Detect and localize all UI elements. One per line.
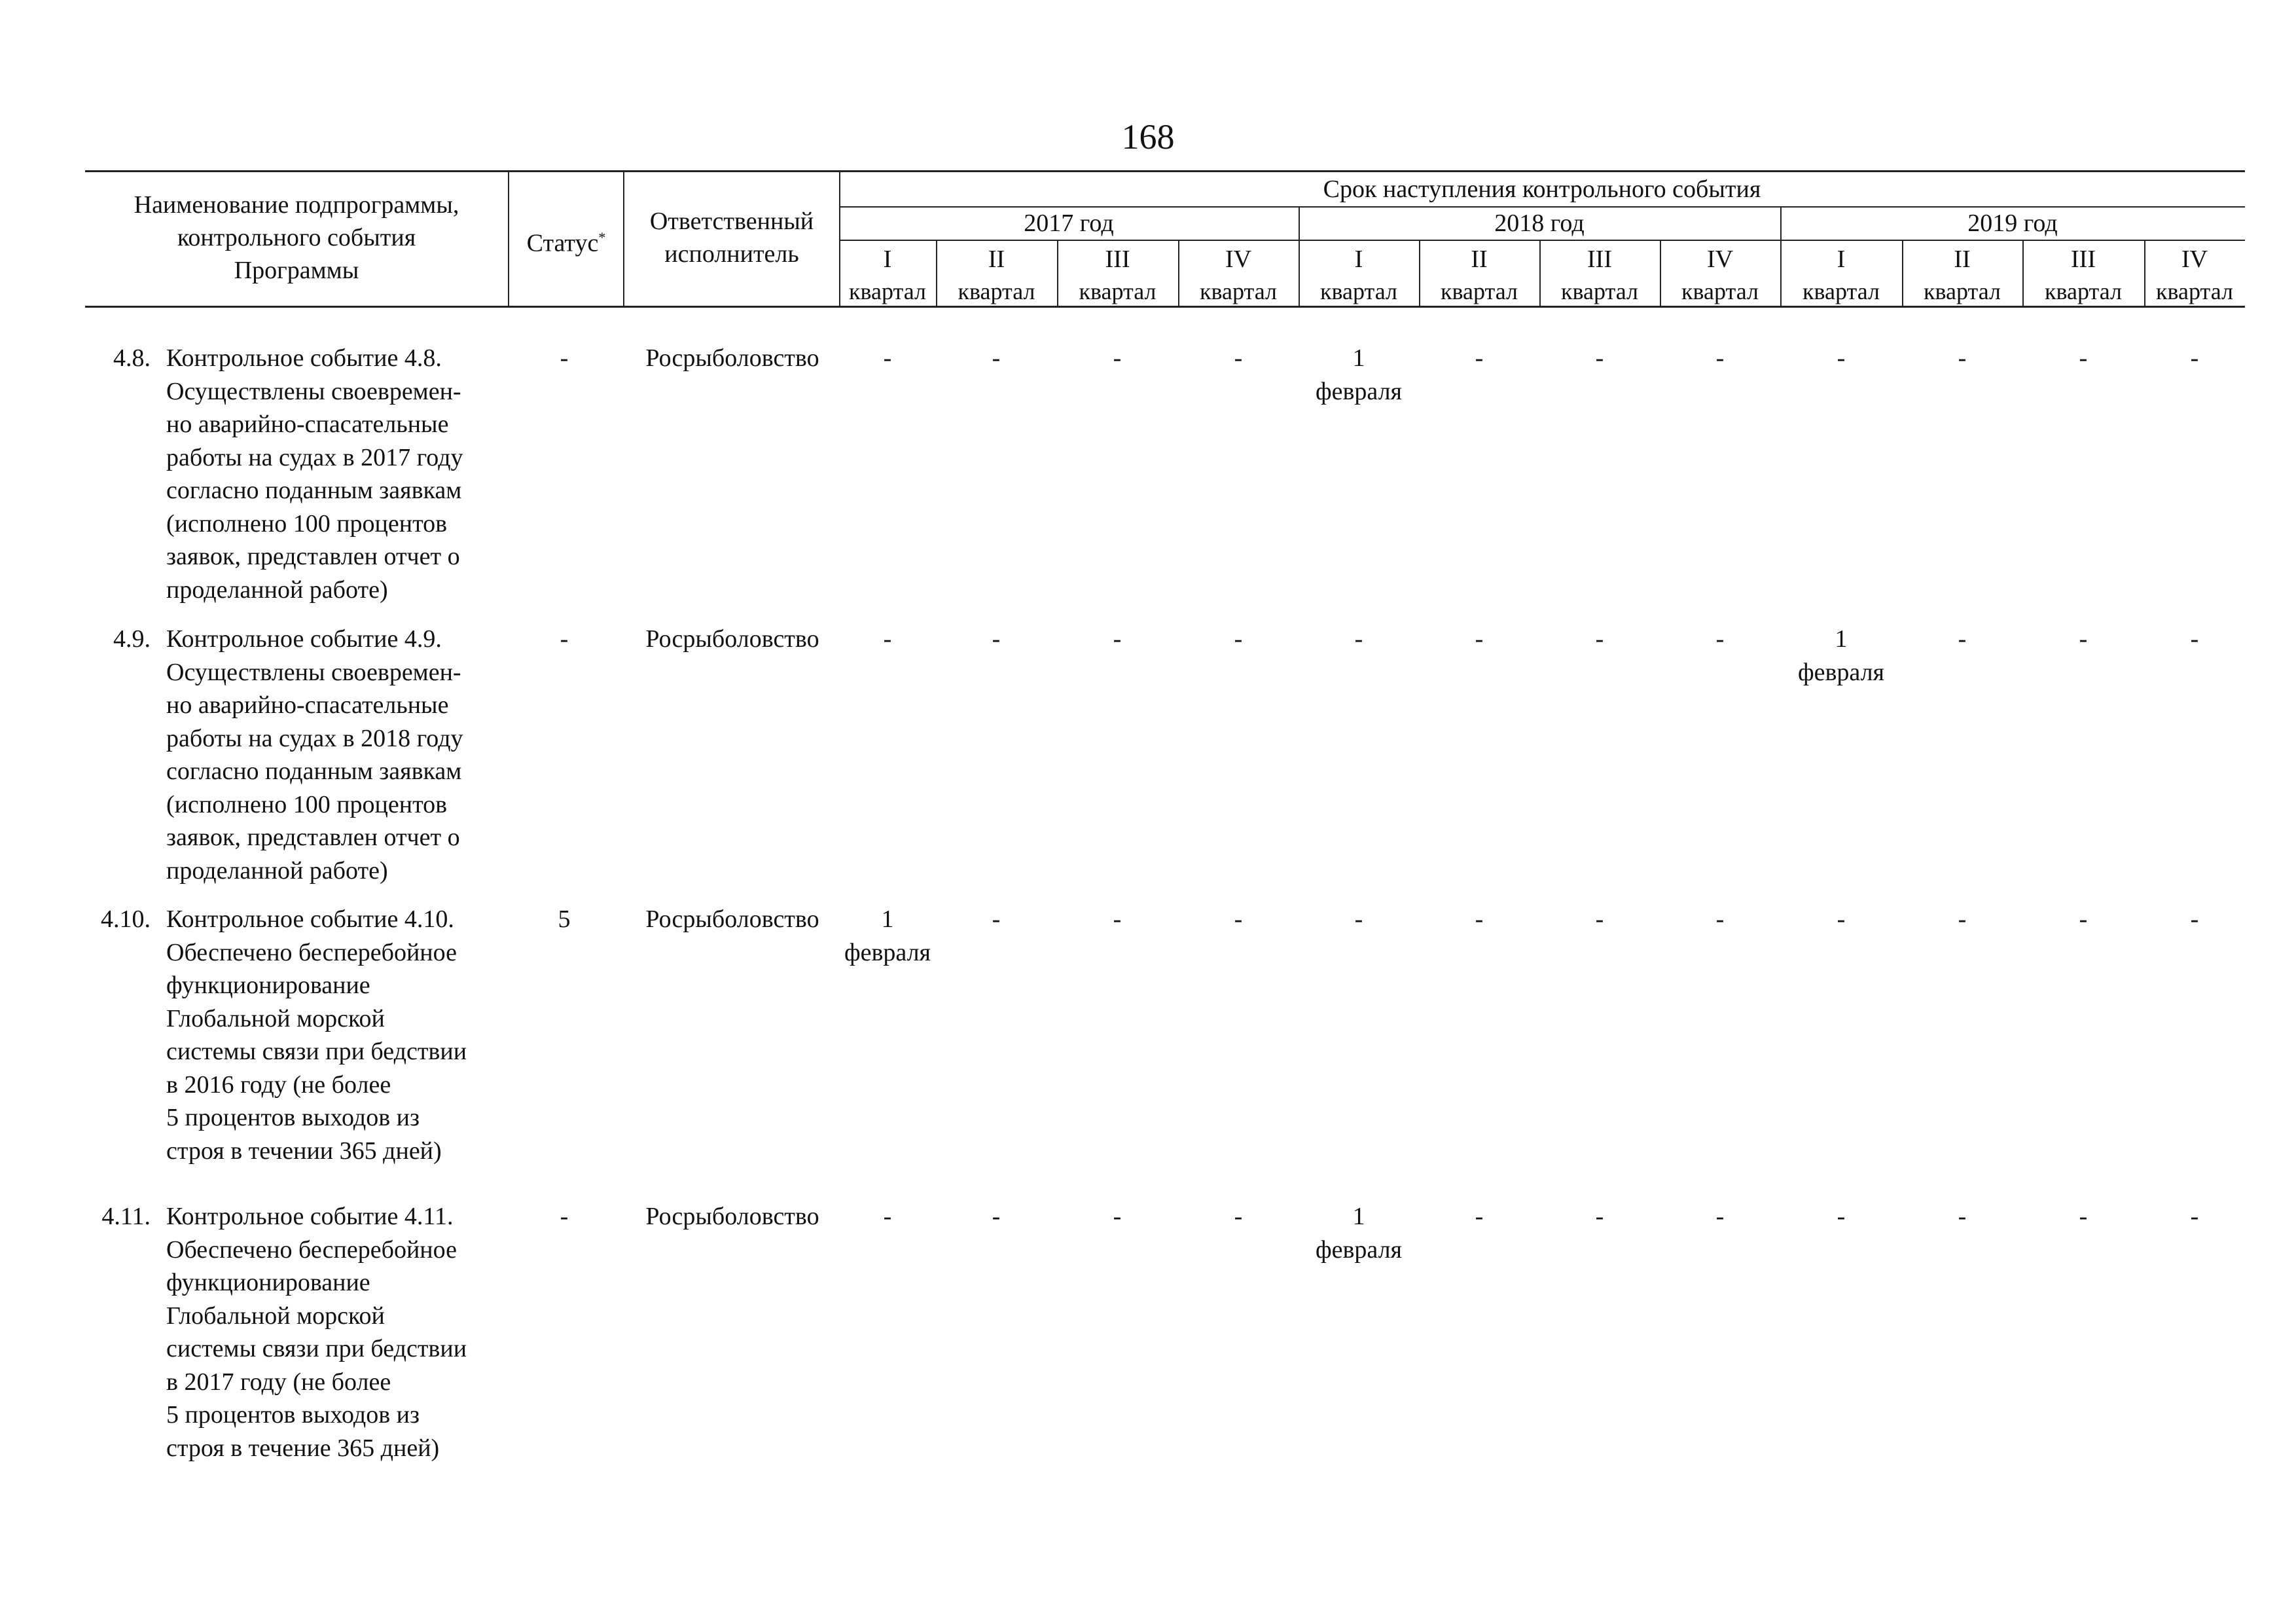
- quarter-cell: -: [1234, 905, 1243, 933]
- quarter-label: квартал: [1924, 278, 2001, 304]
- quarter-cell: -: [2190, 625, 2199, 653]
- event-description: Контрольное событие 4.9. Осуществлены своевремен- но аварийно-спасательные работы на судах в 2018 году согласно поданным заявкам (исполнено 100 процентов заявок, представлен отчет о проделанной работе): [166, 625, 463, 884]
- quarter-numeral: III: [2071, 246, 2096, 273]
- status-column-header: [509, 221, 623, 260]
- quarter-cell: -: [992, 905, 1001, 933]
- quarter-label: квартал: [2045, 278, 2122, 304]
- quarter-numeral: I: [1837, 246, 1846, 273]
- quarter-cell: -: [1234, 1203, 1243, 1230]
- quarter-cell: -: [1595, 905, 1604, 933]
- quarter-cell: -: [2079, 905, 2088, 933]
- quarter-cell: -: [883, 1203, 892, 1230]
- row-number: 4.9.: [113, 625, 151, 653]
- row-number: 4.10.: [101, 905, 151, 933]
- quarter-numeral: II: [1954, 246, 1971, 273]
- quarter-cell: -: [1113, 344, 1122, 372]
- quarter-numeral: IV: [2181, 246, 2208, 273]
- quarter-cell: -: [1958, 344, 1967, 372]
- executor-value: Росрыболовство: [645, 344, 819, 372]
- executor-column-header-line: исполнитель: [664, 240, 799, 268]
- quarter-numeral: III: [1105, 246, 1130, 273]
- quarter-numeral: IV: [1706, 246, 1734, 273]
- quarter-cell: -: [883, 625, 892, 653]
- quarter-cell: -: [1837, 344, 1846, 372]
- name-column-header: [85, 189, 508, 287]
- header-top-rule: [85, 170, 2245, 172]
- executor-value: Росрыболовство: [645, 905, 819, 933]
- name-column-header-line: контрольного события: [177, 224, 416, 251]
- executor-column-header-line: Ответственный: [649, 208, 814, 235]
- year-2017-header: 2017 год: [1024, 210, 1114, 237]
- name-column-header-line: Программы: [234, 257, 359, 284]
- quarter-cell: -: [1595, 1203, 1604, 1230]
- quarter-label: квартал: [958, 278, 1035, 304]
- event-description: Контрольное событие 4.11. Обеспечено бесперебойное функционирование Глобальной морской системы связи при бедствии в 2017 году (не более 5 процентов выходов из строя в течение 365 дней): [166, 1203, 467, 1462]
- quarter-cell: -: [1715, 344, 1725, 372]
- quarter-cell: -: [1715, 1203, 1725, 1230]
- quarter-label: квартал: [1200, 278, 1277, 304]
- quarter-cell: 1 февраля: [1315, 1203, 1403, 1264]
- year-2019-header: 2019 год: [1967, 210, 2058, 237]
- status-column-label: Статус: [526, 229, 599, 257]
- quarter-cell: -: [1595, 344, 1604, 372]
- status-value: -: [560, 1203, 569, 1230]
- event-description: Контрольное событие 4.10. Обеспечено бесперебойное функционирование Глобальной морской системы связи при бедствии в 2016 году (не более 5 процентов выходов из строя в течении 365 дней): [166, 905, 467, 1165]
- quarter-cell: -: [992, 625, 1001, 653]
- quarter-label: квартал: [849, 278, 926, 304]
- quarter-cell: -: [1475, 905, 1484, 933]
- quarter-numeral: III: [1587, 246, 1612, 273]
- quarter-cell: -: [992, 344, 1001, 372]
- quarter-cell: -: [1234, 344, 1243, 372]
- quarter-cell: -: [2190, 344, 2199, 372]
- quarter-numeral: IV: [1225, 246, 1252, 273]
- executor-column-header: [624, 205, 839, 270]
- quarter-numeral: I: [1354, 246, 1363, 273]
- quarter-cell: -: [1837, 1203, 1846, 1230]
- quarter-cell: -: [1837, 905, 1846, 933]
- quarter-cell: -: [1113, 1203, 1122, 1230]
- quarter-numeral: II: [1471, 246, 1488, 273]
- page-number: 168: [1121, 117, 1175, 156]
- quarters-rule: [839, 240, 2245, 241]
- row-number: 4.8.: [113, 344, 151, 372]
- quarter-label: квартал: [1561, 278, 1638, 304]
- quarter-cell: 1 февраля: [1797, 625, 1885, 686]
- status-value: -: [560, 344, 569, 372]
- quarter-cell: -: [1475, 625, 1484, 653]
- status-value: 5: [558, 905, 571, 933]
- quarter-cell: 1 февраля: [1315, 344, 1403, 405]
- quarter-cell: 1 февраля: [844, 905, 931, 966]
- quarter-cell: -: [2079, 344, 2088, 372]
- quarter-cell: -: [1958, 905, 1967, 933]
- quarter-cell: -: [1354, 625, 1363, 653]
- quarter-cell: -: [1475, 1203, 1484, 1230]
- status-footnote-mark: *: [598, 229, 606, 246]
- quarter-cell: -: [1234, 625, 1243, 653]
- quarter-cell: -: [1715, 905, 1725, 933]
- quarter-cell: -: [992, 1203, 1001, 1230]
- quarter-cell: -: [1113, 905, 1122, 933]
- deadline-header: Срок наступления контрольного события: [1323, 175, 1761, 203]
- quarter-label: квартал: [2156, 278, 2233, 304]
- quarter-label: квартал: [1803, 278, 1880, 304]
- year-2018-header: 2018 год: [1494, 210, 1585, 237]
- name-column-header-line: Наименование подпрограммы,: [134, 191, 459, 219]
- quarter-cell: -: [2190, 1203, 2199, 1230]
- quarter-cell: -: [1354, 905, 1363, 933]
- quarter-cell: -: [1113, 625, 1122, 653]
- quarter-cell: -: [883, 344, 892, 372]
- quarter-label: квартал: [1320, 278, 1397, 304]
- quarter-cell: -: [1475, 344, 1484, 372]
- quarter-cell: -: [1595, 625, 1604, 653]
- quarter-numeral: I: [883, 246, 892, 273]
- quarter-cell: -: [1958, 625, 1967, 653]
- quarter-numeral: II: [988, 246, 1005, 273]
- executor-value: Росрыболовство: [645, 625, 819, 653]
- quarter-label: квартал: [1681, 278, 1759, 304]
- quarter-cell: -: [2079, 1203, 2088, 1230]
- quarter-label: квартал: [1441, 278, 1518, 304]
- quarter-cell: -: [1715, 625, 1725, 653]
- status-value: -: [560, 625, 569, 653]
- quarter-label: квартал: [1079, 278, 1157, 304]
- quarter-cell: -: [1958, 1203, 1967, 1230]
- row-number: 4.11.: [101, 1203, 151, 1230]
- quarter-cell: -: [2190, 905, 2199, 933]
- executor-value: Росрыболовство: [645, 1203, 819, 1230]
- event-description: Контрольное событие 4.8. Осуществлены своевремен- но аварийно-спасательные работы на судах в 2017 году согласно поданным заявкам (исполнено 100 процентов заявок, представлен отчет о проделанной работе): [166, 344, 463, 604]
- header-bottom-rule: [85, 306, 2245, 308]
- quarter-cell: -: [2079, 625, 2088, 653]
